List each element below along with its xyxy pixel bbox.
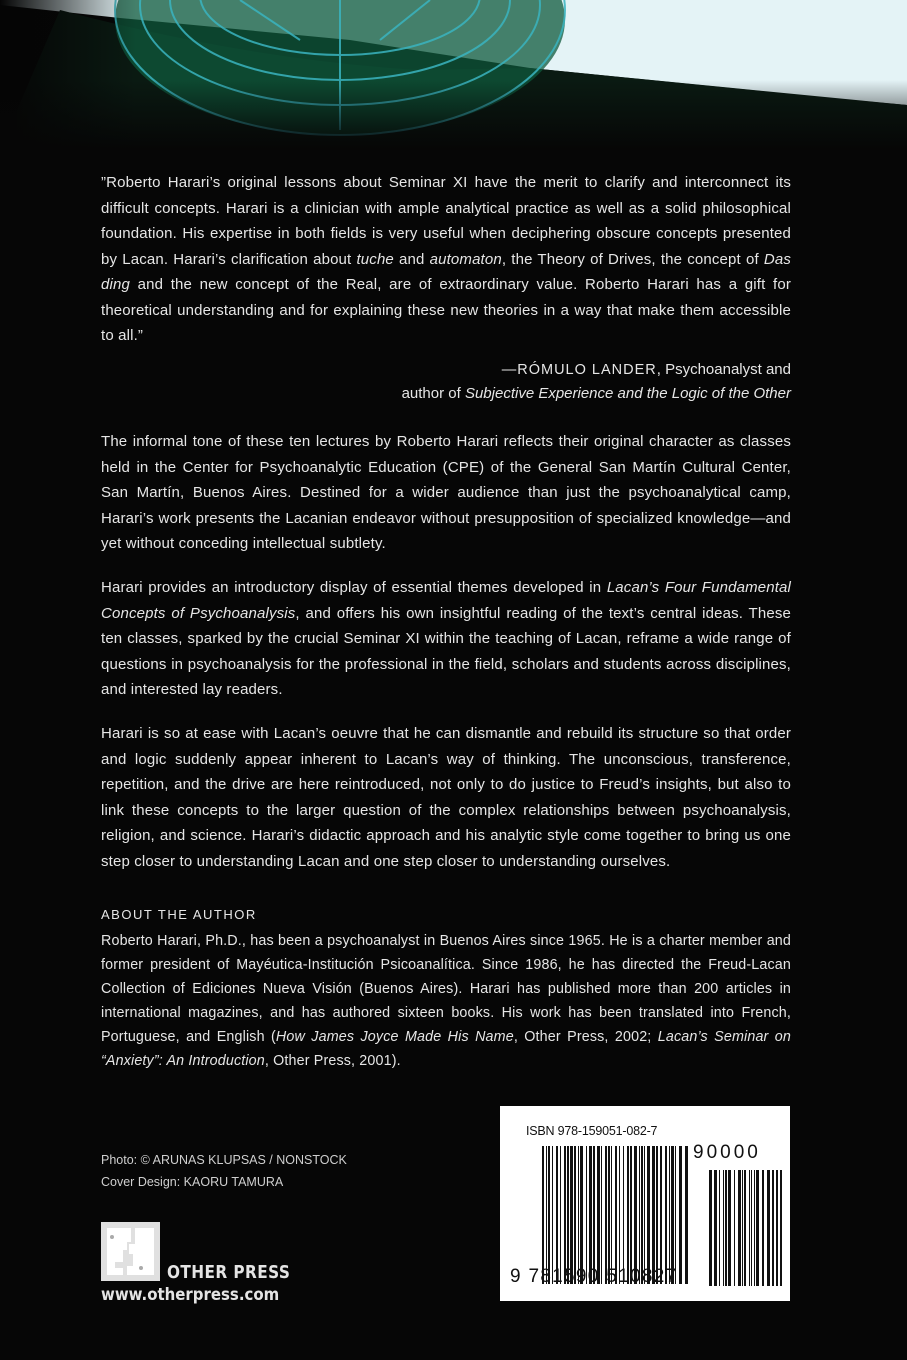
barcode-bar (685, 1146, 688, 1284)
about-text (101, 929, 791, 1073)
barcode-bar (623, 1146, 624, 1284)
barcode-bar (580, 1146, 583, 1284)
barcode-bar (564, 1146, 566, 1284)
attribution-book: Subjective Experience and the Logic of the Other (464, 385, 791, 402)
isbn-barcode (500, 1106, 790, 1301)
barcode-bar (669, 1146, 670, 1284)
quote-text: and the new concept of the Real, are of extraordinary value. Roberto Harari has a gift for theoretical understanding and for explaining these new theories in a way that make them accessible to all.” (101, 276, 791, 344)
barcode-bar (589, 1146, 592, 1284)
barcode-bar (619, 1146, 620, 1284)
barcode-bar (597, 1146, 600, 1284)
paragraph-3: Harari is so at ease with Lacan’s oeuvre that he can dismantle and rebuild its structure so that order and logic suddenly appear inherent to Lacan’s way of thinking. The unconscious, transference, repetition, and the drive are here reintroduced, not only to do justice to Freud’s insights, but also to link these concepts to the larger question of the complex relationships between psychoanalysis, religion, and science. Harari’s didactic approach and his analytic style come together to bring us one step closer to understanding Lacan and one step closer to understanding ourselves. (101, 725, 791, 870)
book-title: Lacan’s Four Fundamental Concepts of Psychoanalysis (101, 579, 791, 622)
quote-text: and (393, 250, 430, 268)
publisher-name: OTHER PRESS (167, 1262, 291, 1283)
barcode-bar (634, 1146, 637, 1284)
barcode-bar (780, 1170, 782, 1286)
about-heading: ABOUT THE AUTHOR (101, 907, 257, 922)
barcode-bar (560, 1146, 561, 1284)
quote-attribution (402, 358, 791, 406)
paragraph-1: The informal tone of these ten lectures by Roberto Harari reflects their original character as classes held in the Center for Psychoanalytic Education (CPE) of the General San Martín Cultural Center, San Martín, Buenos Aires. Destined for a wider audience than just the psychoanalytical camp, Harari’s work presents the Lacanian endeavor without presupposition of specialized knowledge—and yet without conceding intellectual subtlety. (101, 433, 791, 552)
quote-term: Das ding (101, 250, 791, 293)
barcode-bar (611, 1146, 612, 1284)
about-body: , Other Press, 2002; (513, 1029, 658, 1045)
price-code: 90000 (693, 1142, 761, 1163)
attribution-role: , Psychoanalyst and (656, 361, 791, 378)
barcode-bar (647, 1146, 650, 1284)
barcode-digits: 9 781590 510827 (510, 1266, 678, 1287)
barcode-bar (593, 1146, 595, 1284)
about-body: , Other Press, 2001). (264, 1053, 401, 1069)
quote-term: tuche (356, 250, 394, 268)
quote-term: automaton (429, 250, 502, 268)
barcode-bar (641, 1146, 643, 1284)
attribution-prefix: author of (401, 385, 465, 402)
cover-photo (0, 0, 907, 150)
attribution-name: —RÓMULO LANDER (501, 362, 657, 378)
barcode-bar (756, 1170, 759, 1286)
barcode-bar (605, 1146, 607, 1284)
barcode-bar (665, 1146, 667, 1284)
barcode-bar (660, 1146, 662, 1284)
barcode-bar (542, 1146, 544, 1284)
barcode-bar (754, 1170, 755, 1286)
barcode-bar (570, 1146, 573, 1284)
other-press-logo-icon (101, 1222, 160, 1281)
barcode-bar (725, 1170, 727, 1286)
barcode-bar (615, 1146, 617, 1284)
quote-text: ”Roberto Harari’s original lessons about Seminar XI have the merit to clarify and interconnect its difficult concepts. Harari is a clinician with ample analytical practice as well as a solid philosophical foundation. His expertise in both fields is very useful when deciphering obscure concepts presented by Lacan. Harari’s clarification about (101, 174, 791, 268)
barcode-bar (652, 1146, 655, 1284)
barcode-bar (751, 1170, 752, 1286)
about-body: Roberto Harari, Ph.D., has been a psychoanalyst in Buenos Aires since 1965. He is a charter member and former president of Mayéutica-Institución Psicoanalítica. Since 1986, he has directed the Freud-Lacan Collection of Ediciones Nueva Visión (Buenos Aires). Harari has published more than 200 articles in international magazines, and has authored sixteen books. His work has been translated into French, Portuguese, and English ( (101, 933, 791, 1045)
photo-credit: Photo: © ARUNAS KLUPSAS / NONSTOCK (101, 1153, 347, 1167)
barcode-bar (767, 1170, 770, 1286)
paragraph-text: , and offers his own insightful reading of the text’s central ideas. These ten classes, sparked by the crucial Seminar XI within the teaching of Lacan, reframe a wide range of questions in psychoanalysis for the professional in the field, scholars and students across disciplines, and interested lay readers. (101, 604, 791, 698)
barcode-bar (679, 1146, 682, 1284)
book-title: Lacan’s Seminar on “Anxiety”: An Introduction (101, 1029, 791, 1069)
barcode-bar (546, 1146, 547, 1284)
barcode-bar (556, 1146, 558, 1284)
barcode-bar (552, 1146, 553, 1284)
book-title: How James Joyce Made His Name (275, 1029, 514, 1045)
paragraph-text: Harari provides an introductory display of essential themes developed in (101, 579, 607, 596)
barcode-bar (644, 1146, 645, 1284)
barcode-bar (749, 1170, 750, 1286)
barcode-bar (627, 1146, 629, 1284)
barcode-bar (608, 1146, 610, 1284)
barcode-bar (586, 1146, 587, 1284)
barcode-bar (734, 1170, 735, 1286)
paragraph-2 (101, 575, 791, 703)
barcode-bar (675, 1146, 676, 1284)
barcode-bar (639, 1146, 640, 1284)
barcode-bar (744, 1170, 746, 1286)
barcode-bar (578, 1146, 579, 1284)
barcode-bar (742, 1170, 743, 1286)
barcode-bar (728, 1170, 731, 1286)
barcode-bar (723, 1170, 724, 1286)
barcode-bar (738, 1170, 741, 1286)
barcode-bar (656, 1146, 658, 1284)
design-credit: Cover Design: KAORU TAMURA (101, 1175, 284, 1189)
barcode-bar (567, 1146, 569, 1284)
barcode-bar (574, 1146, 576, 1284)
credits (101, 1149, 347, 1193)
barcode-bar (671, 1146, 674, 1284)
barcode-bar (762, 1170, 764, 1286)
isbn-text: ISBN 978-159051-082-7 (526, 1124, 658, 1138)
barcode-bar (776, 1170, 778, 1286)
barcode-bar (601, 1146, 602, 1284)
barcode-bar (709, 1170, 712, 1286)
barcode-bar (548, 1146, 550, 1284)
barcode-bar (772, 1170, 774, 1286)
barcode-bar (719, 1170, 720, 1286)
barcode-bar (630, 1146, 632, 1284)
quote-text: , the Theory of Drives, the concept of (501, 250, 764, 268)
barcode-bar (714, 1170, 717, 1286)
review-quote (101, 170, 791, 349)
publisher-url: www.otherpress.com (101, 1285, 280, 1305)
